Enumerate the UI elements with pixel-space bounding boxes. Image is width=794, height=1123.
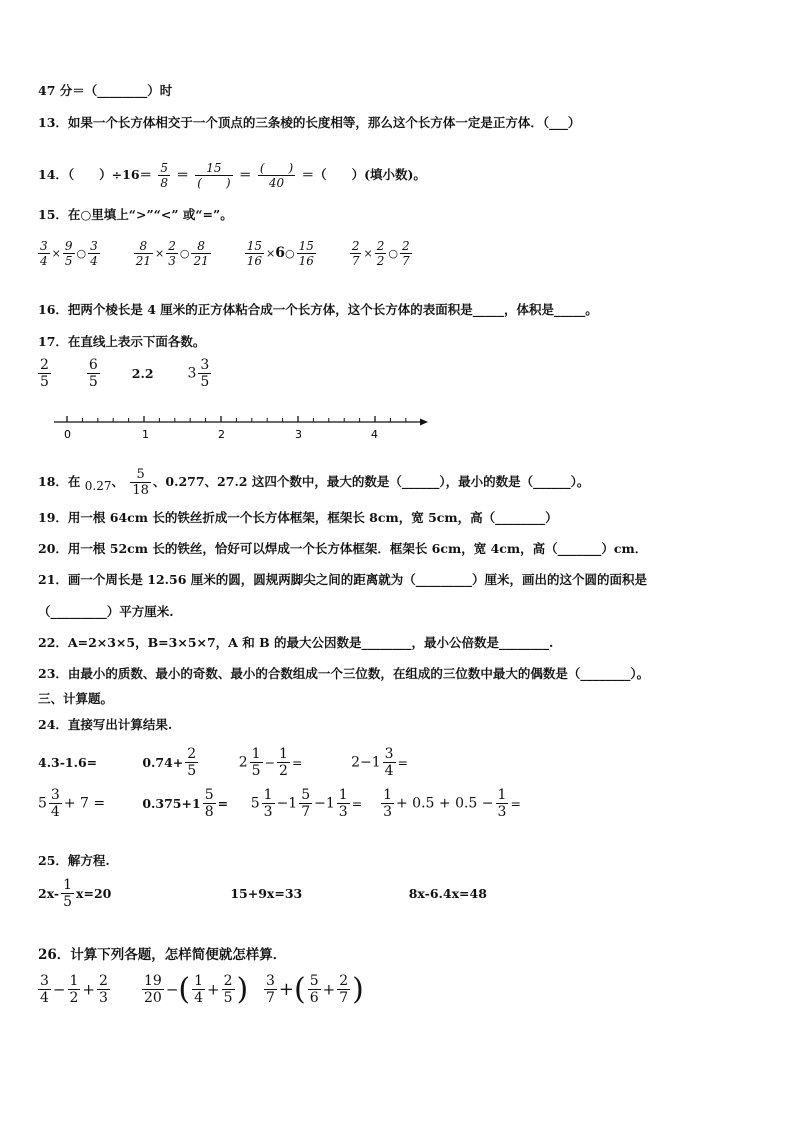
expr-7: 5 $\frac{1}{3}$ −1 $\frac{5}{7}$ −1 $\frac{1}{3}$ = (250, 787, 363, 820)
question-24: 24．直接写出计算结果. (38, 717, 173, 732)
fraction: $\frac{15}{( )}$ (197, 161, 231, 190)
fraction: $\frac{6}{5}$ (88, 357, 98, 390)
expr-3: 2 $\frac{1}{5}$ − $\frac{1}{2}$ = (238, 746, 303, 779)
expression-a: $\frac{3}{4}$ − $\frac{1}{2}$ + $\frac{2}{3}$ (40, 973, 108, 1006)
expr-6: 0.375+1 $\frac{5}{8}$ = (142, 787, 229, 820)
question-16: 16．把两个棱长是 4 厘米的正方体粘合成一个长方体，这个长方体的表面积是_____，体积是_____。 (38, 302, 598, 317)
question-19: 19．用一根 64cm 长的铁丝折成一个长方体框架，框架长 8cm，宽 5cm，高（________） (38, 510, 558, 525)
question-20: 20．用一根 52cm 长的铁丝，恰好可以焊成一个长方体框架．框架长 6cm，宽 4cm，高（_______）cm． (38, 541, 648, 556)
axis-label: 0 (64, 428, 71, 441)
question-21-line-1: 21．画一个周长是 12.56 厘米的圆，圆规两脚尖之间的距离就为（_________）厘米，画出的这个圆的面积是 (38, 572, 647, 587)
question-15: 15．在○里填上“>”“<” 或“=”。 (38, 207, 233, 222)
q15-comparisons (36, 240, 414, 267)
number-line-ticks (67, 416, 406, 422)
expression-b: $\frac{19}{20}$ −( $\frac{1}{4}$ + $\frac{2}{5}$ ) (143, 972, 249, 1007)
expr-8: $\frac{1}{3}$ + 0.5 + 0.5 − $\frac{1}{3}$ = (383, 787, 521, 820)
comparison-4: $\frac{2}{7}$ × $\frac{2}{2}$ ○ $\frac{2}{7}$ (351, 239, 410, 268)
section-3-title: 三、计算题。 (38, 691, 114, 706)
axis-label: 2 (218, 428, 225, 441)
question-18: 18．在 0.27、 $\frac{5}{18}$ 、0.277、27.2 这四个数中，最大的数是（______），最小的数是（______）。 (38, 467, 590, 498)
expression-c: $\frac{3}{7}$ +( $\frac{5}{6}$ + $\frac{2}{7}$ ) (265, 972, 364, 1007)
comparison-3: $\frac{15}{16}$ ×6○ $\frac{15}{16}$ (246, 239, 314, 268)
question-21-line-2: （_________）平方厘米. (38, 604, 174, 619)
fraction: $\frac{( )}{40}$ (259, 161, 294, 190)
comparison-1: $\frac{3}{4}$ × $\frac{9}{5}$ ○ $\frac{3}{4}$ (40, 239, 98, 268)
question-25: 25．解方程. (38, 853, 110, 868)
equation-3: 8x-6.4x=48 (408, 886, 487, 901)
q25-equations (38, 878, 487, 909)
q26-expressions (36, 972, 364, 1007)
question-23: 23．由最小的质数、最小的奇数、最小的合数组成一个三位数，在组成的三位数中最大的偶数是（________）。 (38, 666, 650, 681)
fraction: $\frac{2}{5}$ (40, 357, 49, 390)
fraction: $\frac{3}{5}$ (200, 357, 210, 390)
axis-label: 4 (371, 428, 378, 441)
question-22: 22．A=2×3×5，B=3×5×7，A 和 B 的最大公因数是________，最小公倍数是________. (38, 635, 554, 650)
question-26: 26．计算下列各题，怎样简便就怎样算． (38, 947, 287, 963)
q24-row-1: 4.3-1.6= 0.74+ $\frac{2}{5}$ 2 $\frac{1}{5}$ − $\frac{1}{2}$ = 2−1 $\frac{3}{4}$ = (38, 746, 409, 779)
question-13: 13．如果一个长方体相交于一个顶点的三条棱的长度相等，那么这个长方体一定是正方体．（___） (38, 115, 581, 130)
question-17: 17．在直线上表示下面各数。 (38, 334, 206, 349)
fraction: $\frac{5}{8}$ (160, 161, 169, 190)
expr-2: 0.74+ $\frac{2}{5}$ (142, 746, 197, 779)
equation-1: 2x- $\frac{1}{5}$ x=20 (38, 877, 112, 910)
number-line (50, 410, 440, 442)
axis-label: 3 (295, 428, 302, 441)
axis-label: 1 (142, 428, 149, 441)
equation-2: 15+9x=33 (230, 886, 303, 901)
question-time-conversion: 47 分＝（________）时 (38, 83, 173, 98)
q17-numbers: $\frac{2}{5}$ $\frac{6}{5}$ 2.2 3 $\frac{3}{5}$ (40, 357, 210, 390)
question-14: 14．（ ）÷16＝ $\frac{5}{8}$ ＝ $\frac{15}{( )}$ ＝ $\frac{( )}{40}$ ＝（ ）(填小数)。 (38, 161, 426, 190)
expr-4: 2−1 $\frac{3}{4}$ = (351, 746, 409, 779)
q24-row-2 (38, 788, 521, 819)
expr-5: 5 $\frac{3}{4}$ + 7 = (38, 787, 106, 820)
fraction: $\frac{5}{18}$ (132, 467, 149, 498)
comparison-2: $\frac{8}{21}$ × $\frac{2}{3}$ ○ $\frac{8}{21}$ (135, 239, 209, 268)
